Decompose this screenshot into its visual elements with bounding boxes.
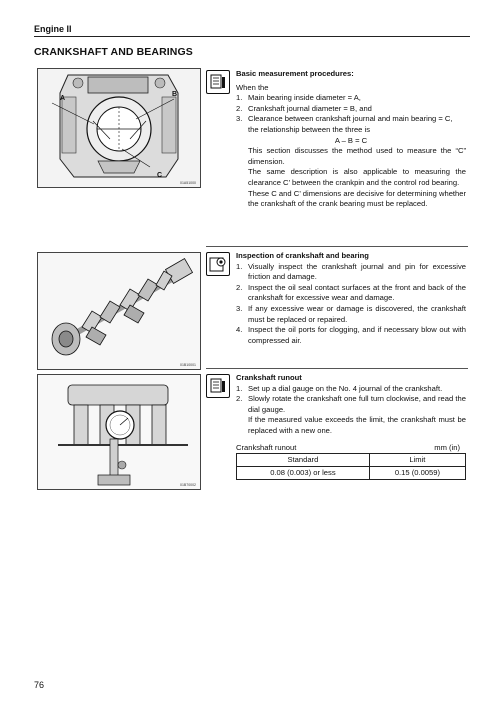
table-caption: [236, 443, 466, 454]
visual-inspection-icon: [206, 252, 230, 276]
list-item: 4. Inspect the oil ports for clogging, and if necessary blow out with compressed air.: [236, 325, 466, 345]
header-standard: Standard: [237, 454, 370, 467]
list-item: 2. Crankshaft journal diameter = B, and: [236, 103, 372, 113]
section-runout: [236, 373, 466, 480]
figure-code: 01B70002: [180, 483, 196, 487]
cell-limit: 0.15 (0.0059): [369, 467, 465, 480]
measure-book-icon: [206, 70, 230, 94]
table-unit: mm (in): [434, 442, 460, 452]
heading: Inspection of crankshaft and bearing: [236, 251, 369, 260]
header-rule: [34, 36, 470, 37]
figure-code: 01A51000: [180, 181, 196, 185]
heading: Basic measurement procedures:: [236, 69, 354, 78]
section-basic-measurement: [236, 69, 466, 210]
label-b: B: [172, 91, 178, 98]
measure-book-icon: [206, 374, 230, 398]
paragraph: When the: [236, 82, 269, 92]
section-inspection: [236, 251, 466, 346]
paragraph: These C and C’ dimensions are decisive for determining whether the crankshaft of the crank bearing must be replaced.: [248, 188, 466, 209]
list-item: 3. If any excessive wear or damage is discovered, the crankshaft must be replaced or repaired.: [236, 303, 466, 324]
list-item: 3. Clearance between crankshaft journal and main bearing = C,: [236, 114, 453, 124]
runout-spec-table: [236, 453, 466, 480]
running-header: Engine II: [34, 24, 72, 34]
figure-code: 01B10001: [180, 363, 196, 367]
cell-standard: 0.08 (0.003) or less: [237, 467, 370, 480]
label-a: A: [60, 95, 66, 102]
figure-crankshaft: [37, 252, 201, 370]
runout-illustration: [38, 375, 200, 489]
section-title: CRANKSHAFT AND BEARINGS: [34, 46, 193, 58]
figure-engine-block: [37, 68, 201, 188]
formula: A – B = C: [334, 135, 368, 145]
table-row: [237, 467, 466, 480]
list-item: 1. Visually inspect the crankshaft journal and pin for excessive friction and damage.: [236, 261, 466, 282]
paragraph: This section discusses the method used to measure the “C” dimension.: [248, 146, 466, 166]
list-item: 1. Main bearing inside diameter = A,: [236, 93, 361, 103]
table-label: Crankshaft runout: [236, 442, 297, 452]
heading: Crankshaft runout: [236, 373, 302, 382]
crankshaft-illustration: [38, 253, 200, 369]
page-number: 76: [34, 680, 45, 690]
paragraph: If the measured value exceeds the limit, the crankshaft must be replaced with a new one.: [248, 415, 466, 435]
section-separator: [206, 246, 468, 247]
label-c: C: [157, 172, 163, 179]
section-separator: [206, 368, 468, 369]
paragraph: The same description is also applicable to measuring the clearance C’ between the crankpin and the control rod bearing.: [248, 167, 466, 187]
list-item: 2. Inspect the oil seal contact surfaces at the front and back of the crankshaft for excessive wear and damage.: [236, 282, 466, 303]
figure-runout: [37, 374, 201, 490]
engine-block-illustration: [38, 69, 200, 187]
table-header-row: [237, 454, 466, 467]
paragraph: the relationship between the three is: [248, 124, 371, 134]
list-item: 1. Set up a dial gauge on the No. 4 journal of the crankshaft.: [236, 383, 443, 393]
header-limit: Limit: [369, 454, 465, 467]
list-item: 2. Slowly rotate the crankshaft one full turn clockwise, and read the dial gauge.: [236, 394, 466, 414]
